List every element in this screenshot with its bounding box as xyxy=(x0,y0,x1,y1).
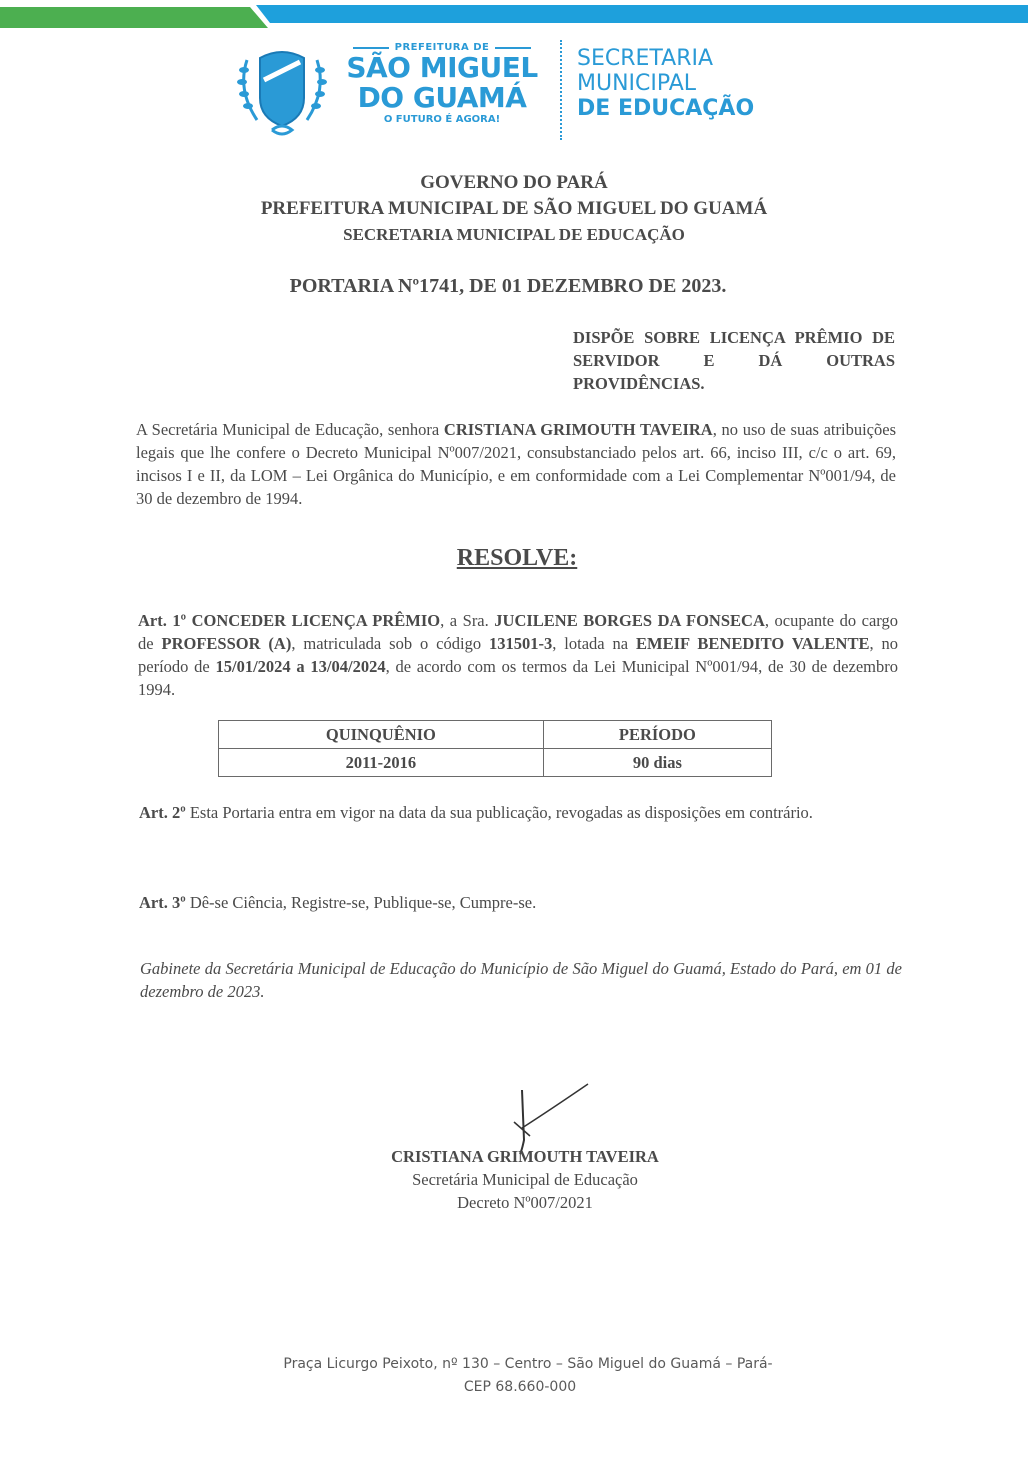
green-band xyxy=(0,7,268,28)
prefeitura-de-label: PREFEITURA DE xyxy=(394,42,490,53)
signatory-decree: Decreto Nº007/2021 xyxy=(457,1193,593,1212)
city-name-line1: SÃO MIGUEL xyxy=(346,51,538,84)
intro-paragraph xyxy=(136,418,896,510)
heading-government: GOVERNO DO PARÁ xyxy=(420,172,608,193)
art1-label: Art. 1º CONCEDER LICENÇA PRÊMIO xyxy=(138,611,441,630)
art2-label: Art. 2º xyxy=(139,803,186,822)
intro-text-1: A Secretária Municipal de Educação, senhora xyxy=(136,420,444,439)
cell-quinquenio: 2011-2016 xyxy=(219,749,544,777)
city-name-line2: DO GUAMÁ xyxy=(357,81,527,114)
art1-text: , no período de xyxy=(138,634,899,676)
codigo: 131501-3 xyxy=(489,634,553,653)
heading-secretaria: SECRETARIA MUNICIPAL DE EDUCAÇÃO xyxy=(343,225,685,244)
art1-text: , lotada na xyxy=(552,634,637,653)
secretaria-line2: MUNICIPAL xyxy=(577,71,697,96)
periodo: 15/01/2024 a 13/04/2024 xyxy=(215,657,386,676)
gabinete-closing: Gabinete da Secretária Municipal de Educação do Município de São Miguel do Guamá, Estado do Pará, em 01 de dezembro de 2023. xyxy=(140,959,902,1001)
article-3 xyxy=(139,891,899,914)
servidora-name: JUCILENE BORGES DA FONSECA xyxy=(494,611,765,630)
cargo: PROFESSOR (A) xyxy=(161,634,292,653)
art3-text: Dê-se Ciência, Registre-se, Publique-se, Cumpre-se. xyxy=(185,893,537,912)
header-periodo: PERÍODO xyxy=(543,721,771,749)
signatory-name: CRISTIANA GRIMOUTH TAVEIRA xyxy=(391,1147,659,1166)
article-1 xyxy=(138,609,898,701)
secretary-name: CRISTIANA GRIMOUTH TAVEIRA xyxy=(443,420,713,439)
handwritten-signature xyxy=(500,1080,600,1155)
cell-periodo: 90 dias xyxy=(543,749,771,777)
footer-address: Praça Licurgo Peixoto, nº 130 – Centro – São Miguel do Guamá – Pará- xyxy=(283,1356,773,1372)
article-2 xyxy=(139,801,901,824)
municipal-crest-icon xyxy=(232,40,332,140)
art1-text: , a Sra. xyxy=(440,611,495,630)
art1-text: , de acordo com os termos da Lei Municipal Nº001/94, de 30 de dezembro 1994. xyxy=(138,657,898,699)
art2-text: Esta Portaria entra em vigor na data da sua publicação, revogadas as disposições em contrário. xyxy=(185,803,813,822)
table-header-row xyxy=(219,721,772,749)
city-slogan: O FUTURO É AGORA! xyxy=(383,114,501,125)
secretaria-logo-text xyxy=(577,46,754,121)
resolve-heading: RESOLVE: xyxy=(456,545,578,571)
portaria-title: PORTARIA Nº1741, DE 01 DEZEMBRO DE 2023. xyxy=(289,275,727,297)
quinquenio-table xyxy=(218,720,772,777)
logo-divider xyxy=(560,40,562,140)
header-logo xyxy=(232,40,792,145)
art1-text: , ocupante do cargo de xyxy=(138,611,898,653)
signatory-role: Secretária Municipal de Educação xyxy=(412,1170,638,1189)
footer-cep: CEP 68.660-000 xyxy=(463,1379,577,1395)
heading-prefeitura: PREFEITURA MUNICIPAL DE SÃO MIGUEL DO GUAMÁ xyxy=(260,198,768,219)
header-color-band xyxy=(0,0,1028,28)
lotacao: EMEIF BENEDITO VALENTE xyxy=(636,634,870,653)
blue-band xyxy=(256,5,1028,23)
art3-label: Art. 3º xyxy=(139,893,186,912)
city-logo-text xyxy=(337,40,547,125)
header-quinquenio: QUINQUÊNIO xyxy=(219,721,544,749)
secretaria-line1: SECRETARIA xyxy=(577,46,714,71)
table-row xyxy=(219,749,772,777)
secretaria-line3: DE EDUCAÇÃO xyxy=(577,96,755,121)
intro-text-2: , no uso de suas atribuições legais que lhe confere o Decreto Municipal Nº007/2021, consubstanciado pelos art. 66, inciso III, c/c o art. 69, incisos I e II, da LOM – Lei Orgânica do Município, e em conformidade com a Lei Complementar Nº001/94, de 30 de dezembro de 1994. xyxy=(136,420,896,508)
ementa: DISPÕE SOBRE LICENÇA PRÊMIO DE SERVIDOR E DÁ OUTRAS PROVIDÊNCIAS. xyxy=(573,328,895,393)
art1-text: , matriculada sob o código xyxy=(291,634,489,653)
